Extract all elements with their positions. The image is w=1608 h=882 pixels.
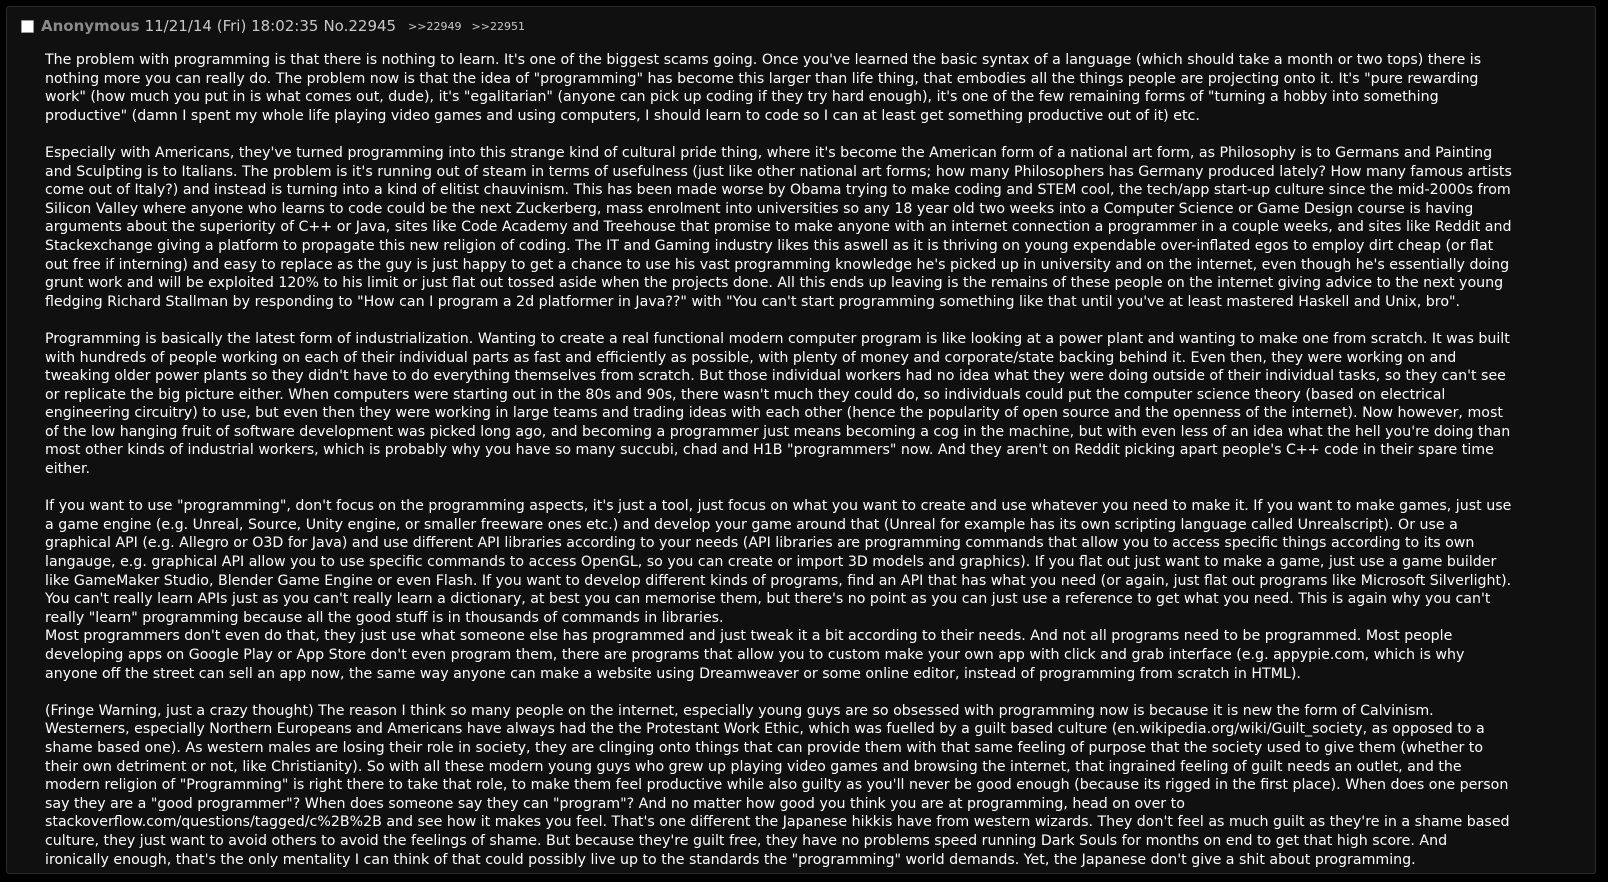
post-paragraph-6: (Fringe Warning, just a crazy thought) The reason I think so many people on the internet, especially young guys are so obsessed with programming now is because it is new the form of Calvinism. Westerners, especially Northern Europeans and Americans have always had the the Protestant Work Ethic, which was fuelled by a guilt based culture (en.wikipedia.org/wiki/Guilt_society, as opposed to a shame based one). As western males are losing their role in society, they are clinging onto things that can provide them with that same feeling of purpose that the society used to give them (whether to their own detriment or not, like Christianity). So with all these modern young guys who grew up playing video games and browsing the internet, that ingrained feeling of guilt needs an outlet, and the modern religion of "Programming" is right there to take that role, to make them feel productive while also guilty as you'll never be good enough (because its rigged in the first place). When does one person say they are a "good programmer"? When does someone say they can "program"? And no matter how good you think you are at programming, head on over to stackoverflow.com/questions/tagged/c%2B%2B and see how it makes you feel. That's one different the Japanese hikkis have from western wizards. They don't feel as much guilt as they're in a shame based culture, they just want to avoid others to avoid the feelings of shame. But because they're guilt free, they have no problems speed running Dark Souls for months on end to get that high score. And ironically enough, that's the only mentality I can think of that could possibly live up to the standards the "programming" world demands. Yet, the Japanese don't give a shit about programming. [45,702,1510,868]
post-header [21,16,535,36]
post-paragraph-2: Especially with Americans, they've turned programming into this strange kind of cultural pride thing, where it's become the American form of a national art form, as Philosophy is to Germans and Painting and Sculpting is to Italians. The problem is it's running out of steam in terms of usefulness (just like other national art forms; how many Philosophers has Germany produced lately? How many famous artists come out of Italy?) and instead is turning into a kind of elitist chauvinism. This has been made worse by Obama trying to make coding and STEM cool, the tech/app start-up culture since the mid-2000s from Silicon Valley where anyone who learns to code could be the next Zuckerberg, mass enrolment into universities so any 18 year old two weeks into a Computer Science or Game Design course is having arguments about the superiority of C++ or Java, sites like Code Academy and Treehouse that promise to make anyone with an internet connection a programmer in a couple weeks, and sites like Reddit and Stackexchange giving a platform to propagate this new religion of coding. The IT and Gaming industry likes this aswell as it is thriving on young expendable over-inflated egos to employ dirt cheap (or flat out free if interning) and easy to replace as the guy is just happy to get a chance to use his vast programming knowledge he's picked up in university and on the internet, even though he's essentially doing grunt work and will be exploited 120% to his limit or just flat out tossed aside when the projects done. All this ends up leaving is the remains of these people on the internet giving advice to the next young fledging Richard Stallman by responding to "How can I program a 2d platformer in Java??" with "You can't start programming something like that until you've at least mastered Haskell and Unix, bro". [45,144,1512,310]
post-select-checkbox[interactable] [21,20,34,33]
post-number-link[interactable]: No.22945 [323,17,397,35]
post-paragraph-3: Programming is basically the latest form of industrialization. Wanting to create a real functional modern computer program is like looking at a power plant and wanting to make one from scratch. It was built with hundreds of people working on each of their individual parts as fast and efficiently as possible, with plenty of money and corporate/state backing behind it. Even then, they were working on and tweaking older power plants so they didn't have to do everything themselves from scratch. But those individual workers had no idea what they were doing outside of their individual tasks, so they can't see or replicate the big picture either. When computers were starting out in the 80s and 90s, there wasn't much they could do, so individuals could put the computer science theory (based on electrical engineering circuitry) to use, but even then they were working in large teams and trading ideas with each other (hence the popularity of open source and the openness of the internet). Now however, most of the low hanging fruit of software development was picked long ago, and becoming a programmer just means becoming a cog in the machine, but with even less of an idea what the hell you're doing than most other kinds of industrial workers, which is probably why you have so many succubi, chad and H1B "programmers" now. And they aren't on Reddit picking apart people's C++ code in their spare time either. [45,330,1511,478]
backlink-2[interactable]: >>22951 [471,19,525,33]
post-message [45,51,1515,869]
poster-name: Anonymous [41,17,140,35]
post-container [6,6,1596,874]
post-paragraph-1: The problem with programming is that there is nothing to learn. It's one of the biggest scams going. Once you've learned the basic syntax of a language (which should take a month or two tops) there is nothing more you can really do. The problem now is that the idea of "programming" has become this larger than life thing, that embodies all the things people are projecting onto it. It's "pure rewarding work" (how much you put in is what comes out, dude), it's "egalitarian" (anyone can pick up coding if they try hard enough), it's one of the few remaining forms of "turning a hobby into something productive" (damn I spent my whole life playing video games and using computers, I should learn to code so I can at least get something productive out of it) etc. [45,52,1482,124]
backlink-1[interactable]: >>22949 [408,19,462,33]
post-datetime: 11/21/14 (Fri) 18:02:35 [144,17,319,35]
post-paragraph-5: Most programmers don't even do that, they just use what someone else has programmed and just tweak it a bit according to their needs. And not all programs need to be programmed. Most people developing apps on Google Play or App Store don't even program them, there are programs that allow you to custom make your own app with click and grab interface (e.g. appypie.com, which is why anyone off the street can sell an app now, the same way anyone can make a website using Dreamweaver or some online editor, instead of programming from scratch in HTML). [45,628,1465,682]
post-paragraph-4: If you want to use "programming", don't focus on the programming aspects, it's just a tool, just focus on what you want to create and use whatever you need to make it. If you want to make games, just use a game engine (e.g. Unreal, Source, Unity engine, or smaller freeware ones etc.) and develop your game around that (Unreal for example has its own scripting language called Unrealscript). Or use a graphical API (e.g. Allegro or O3D for Java) and use different API libraries according to your needs (API libraries are programming commands that allow you to access specific things according to its own langauge, e.g. graphical API allow you to use specific commands to access OpenGL, so you can create or import 3D models and graphics). If you flat out just want to make a game, just use a game builder like GameMaker Studio, Blender Game Engine or even Flash. If you want to develop different kinds of programs, find an API that has what you need (or again, just flat out programs like Microsoft Silverlight). You can't really learn APIs just as you can't really learn a dictionary, at best you can memorise them, but there's no point as you can just use a reference to get what you need. This is again why you can't really "learn" programming because all the good stuff is in thousands of commands in libraries. [45,498,1512,626]
